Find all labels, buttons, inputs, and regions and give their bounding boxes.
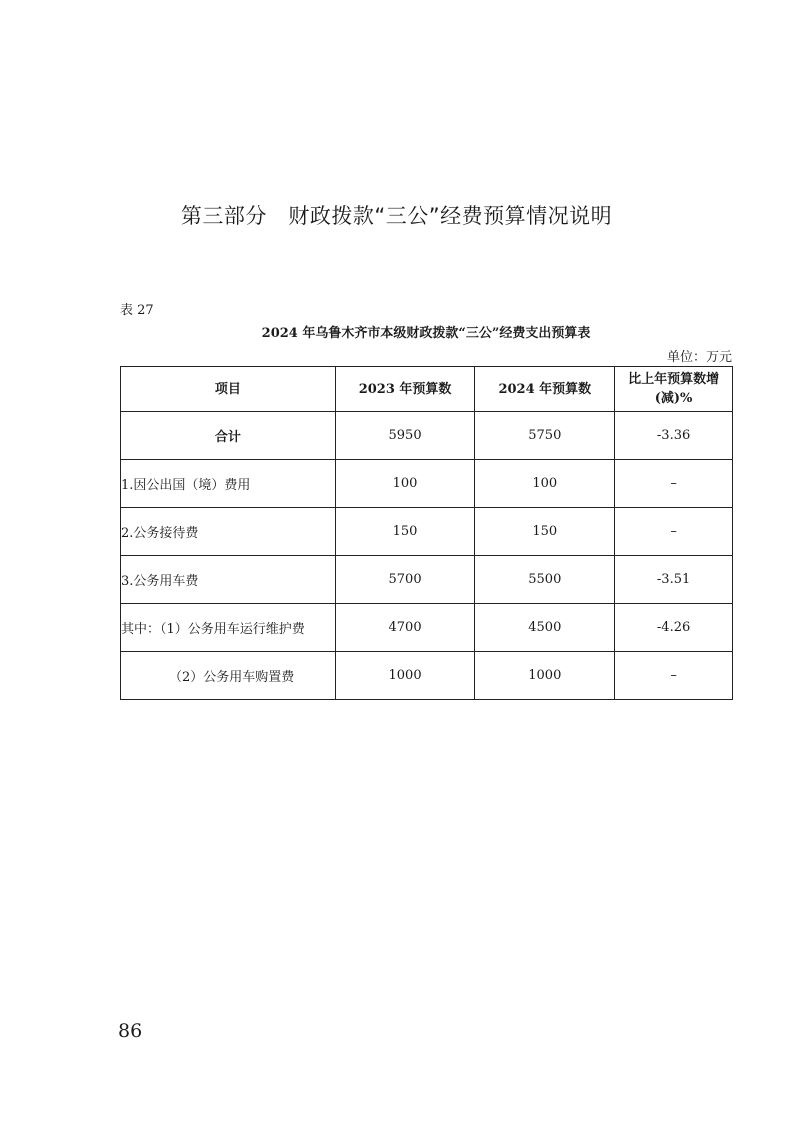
row-2023: 1000	[335, 652, 475, 700]
row-2024: 1000	[475, 652, 615, 700]
header-2024: 2024 年预算数	[475, 367, 615, 412]
row-item: 1.因公出国（境）费用	[121, 460, 336, 508]
table-caption: 2024 年乌鲁木齐市本级财政拨款“三公”经费支出预算表	[261, 326, 591, 341]
header-2023: 2023 年预算数	[335, 367, 475, 412]
table-row-total	[121, 412, 733, 460]
row-item: 3.公务用车费	[121, 556, 336, 604]
row-2024: 100	[475, 460, 615, 508]
row-2023: 100	[335, 460, 475, 508]
row-change: -3.51	[615, 556, 733, 604]
row-item: （2）公务用车购置费	[121, 652, 336, 700]
table-row	[121, 508, 733, 556]
row-2023: 150	[335, 508, 475, 556]
row-2023: 5950	[335, 412, 475, 460]
table-label: 表 27	[120, 303, 154, 318]
row-change: -4.26	[615, 604, 733, 652]
row-2024: 5500	[475, 556, 615, 604]
row-2023: 5700	[335, 556, 475, 604]
row-change: –	[615, 508, 733, 556]
row-item: 2.公务接待费	[121, 508, 336, 556]
page-number: 86	[118, 1020, 143, 1042]
budget-table	[120, 366, 733, 700]
header-change-line1: 比上年预算数增	[628, 372, 720, 387]
unit-label: 单位：万元	[666, 350, 732, 365]
row-2023: 4700	[335, 604, 475, 652]
header-change	[615, 367, 733, 412]
table-header-row	[121, 367, 733, 412]
table-row	[121, 604, 733, 652]
row-2024: 4500	[475, 604, 615, 652]
table-row	[121, 652, 733, 700]
table-row	[121, 460, 733, 508]
row-change: -3.36	[615, 412, 733, 460]
row-change: –	[615, 460, 733, 508]
page-title: 第三部分 财政拨款“三公”经费预算情况说明	[180, 204, 613, 228]
header-item: 项目	[121, 367, 336, 412]
row-item: 合计	[121, 412, 336, 460]
row-item: 其中：（1）公务用车运行维护费	[121, 604, 336, 652]
table-row	[121, 556, 733, 604]
row-2024: 5750	[475, 412, 615, 460]
row-2024: 150	[475, 508, 615, 556]
header-change-line2: (减)%	[654, 391, 693, 406]
row-change: –	[615, 652, 733, 700]
